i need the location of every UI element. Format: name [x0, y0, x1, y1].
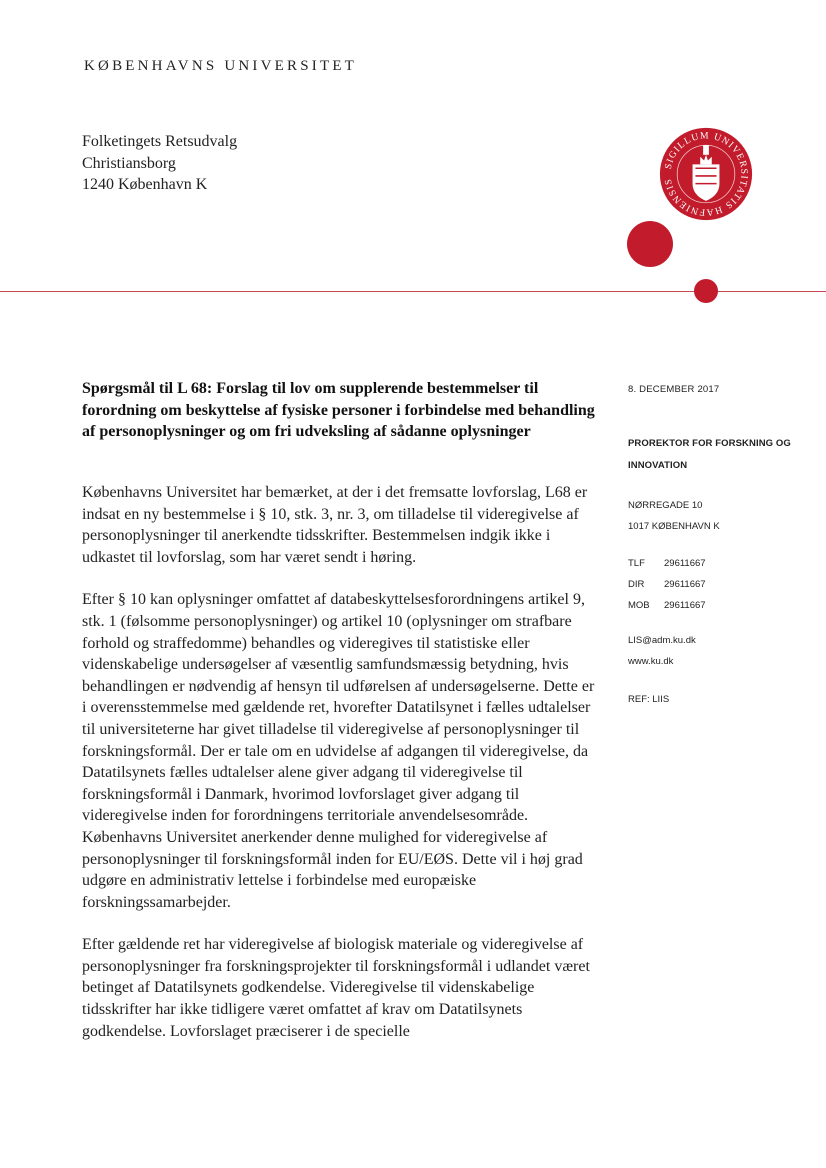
- department-line: PROREKTOR FOR FORSKNING OG: [628, 438, 791, 449]
- letter-date: 8. DECEMBER 2017: [628, 384, 720, 395]
- phone-label: DIR: [628, 579, 645, 590]
- recipient-address: [82, 131, 237, 196]
- contact-info: [628, 630, 818, 672]
- phone-label: TLF: [628, 558, 645, 569]
- sender-sidebar: [628, 384, 818, 705]
- reference: REF: LIIS: [628, 694, 670, 705]
- recipient-line: 1240 København K: [82, 176, 208, 193]
- phone-row: [628, 553, 818, 574]
- body-paragraph: Efter gældende ret har videregivelse af biologisk materiale og videregivelse af personoplysninger fra forskningsprojekter til forskningsformål i udlandet været betinget af Datatilsynets godkendelse. Videregivelse til videnskabelige tidsskrifter har ikke tidligere været omfattet af krav om Datatilsynets godkendelse. Lovforslaget præciserer i de specielle: [82, 936, 590, 1040]
- phone-list: [628, 553, 818, 616]
- website-link[interactable]: www.ku.dk: [628, 656, 674, 667]
- body-paragraph: Efter § 10 kan oplysninger omfattet af databeskyttelsesforordningens artikel 9, stk. 1 (følsomme personoplysninger) og artikel 10 (oplysninger om strafbare forhold og straffedomme) behandles og videregives til statistiske eller videnskabelige undersøgelser af væsentlig samfundsmæssig betydning, hvis behandlingen er nødvendig af hensyn til udførelsen af undersøgelserne. Dette er i overensstemmelse med gældende ret, hvorefter Datatilsynet i fælles udtalelser til universiteterne har givet tilladelse til videregivelse af personoplysninger til forskningsformål. Der er tale om en udvidelse af adgangen til videregivelse, da Datatilsynets fælles udtalelser alene giver adgang til videregivelse til forskningsformål i Danmark, hvorimod lovforslaget giver adgang til videregivelse inden for forordningens territoriale anvendelsesområde. Københavns Universitet anerkender denne mulighed for videregivelse af personoplysninger til forskningsformål inden for EU/EØS. Dette vil i høj grad udgøre en administrativ lettelse i forbindelse med europæiske forskningssamarbejder.: [82, 591, 595, 911]
- sender-address: [628, 495, 818, 537]
- department-name: [628, 433, 818, 477]
- department-line: INNOVATION: [628, 460, 688, 471]
- phone-number: 29611667: [664, 600, 706, 611]
- body-paragraph: Københavns Universitet har bemærket, at der i det fremsatte lovforslag, L68 er indsat en ny bestemmelse i § 10, stk. 3, nr. 3, om tilladelse til videregivelse af personoplysninger til anerkendte tidsskrifter. Bestemmelsen indgik ikke i udkastet til lovforslag, som har været sendt i høring.: [82, 484, 588, 566]
- recipient-line: Christiansborg: [82, 154, 176, 172]
- recipient-line: Folketingets Retsudvalg: [82, 133, 238, 150]
- letter-subject: Spørgsmål til L 68: Forslag til lov om supplerende bestemmelser til forordning om beskyttelse af fysiske personer i forbindelse med behandling af personoplysninger og om fri udveksling af sådanne oplysninger: [82, 380, 595, 440]
- decorative-red-dot-icon: [627, 221, 673, 267]
- letter-body: [82, 482, 602, 1063]
- phone-label: MOB: [628, 600, 650, 611]
- sender-street: NØRREGADE 10: [628, 500, 703, 511]
- university-seal-icon: [658, 126, 754, 222]
- email-link[interactable]: LIS@adm.ku.dk: [628, 635, 696, 646]
- phone-row: [628, 574, 818, 595]
- sender-city: 1017 KØBENHAVN K: [628, 521, 720, 532]
- phone-number: 29611667: [664, 579, 706, 590]
- divider-red-dot-icon: [694, 279, 718, 303]
- phone-row: [628, 595, 818, 616]
- phone-number: 29611667: [664, 558, 706, 569]
- seal-lettering: SIGILLUM UNIVERSITATIS HAFNIENSIS: [662, 130, 750, 218]
- university-name: KØBENHAVNS UNIVERSITET: [84, 58, 358, 74]
